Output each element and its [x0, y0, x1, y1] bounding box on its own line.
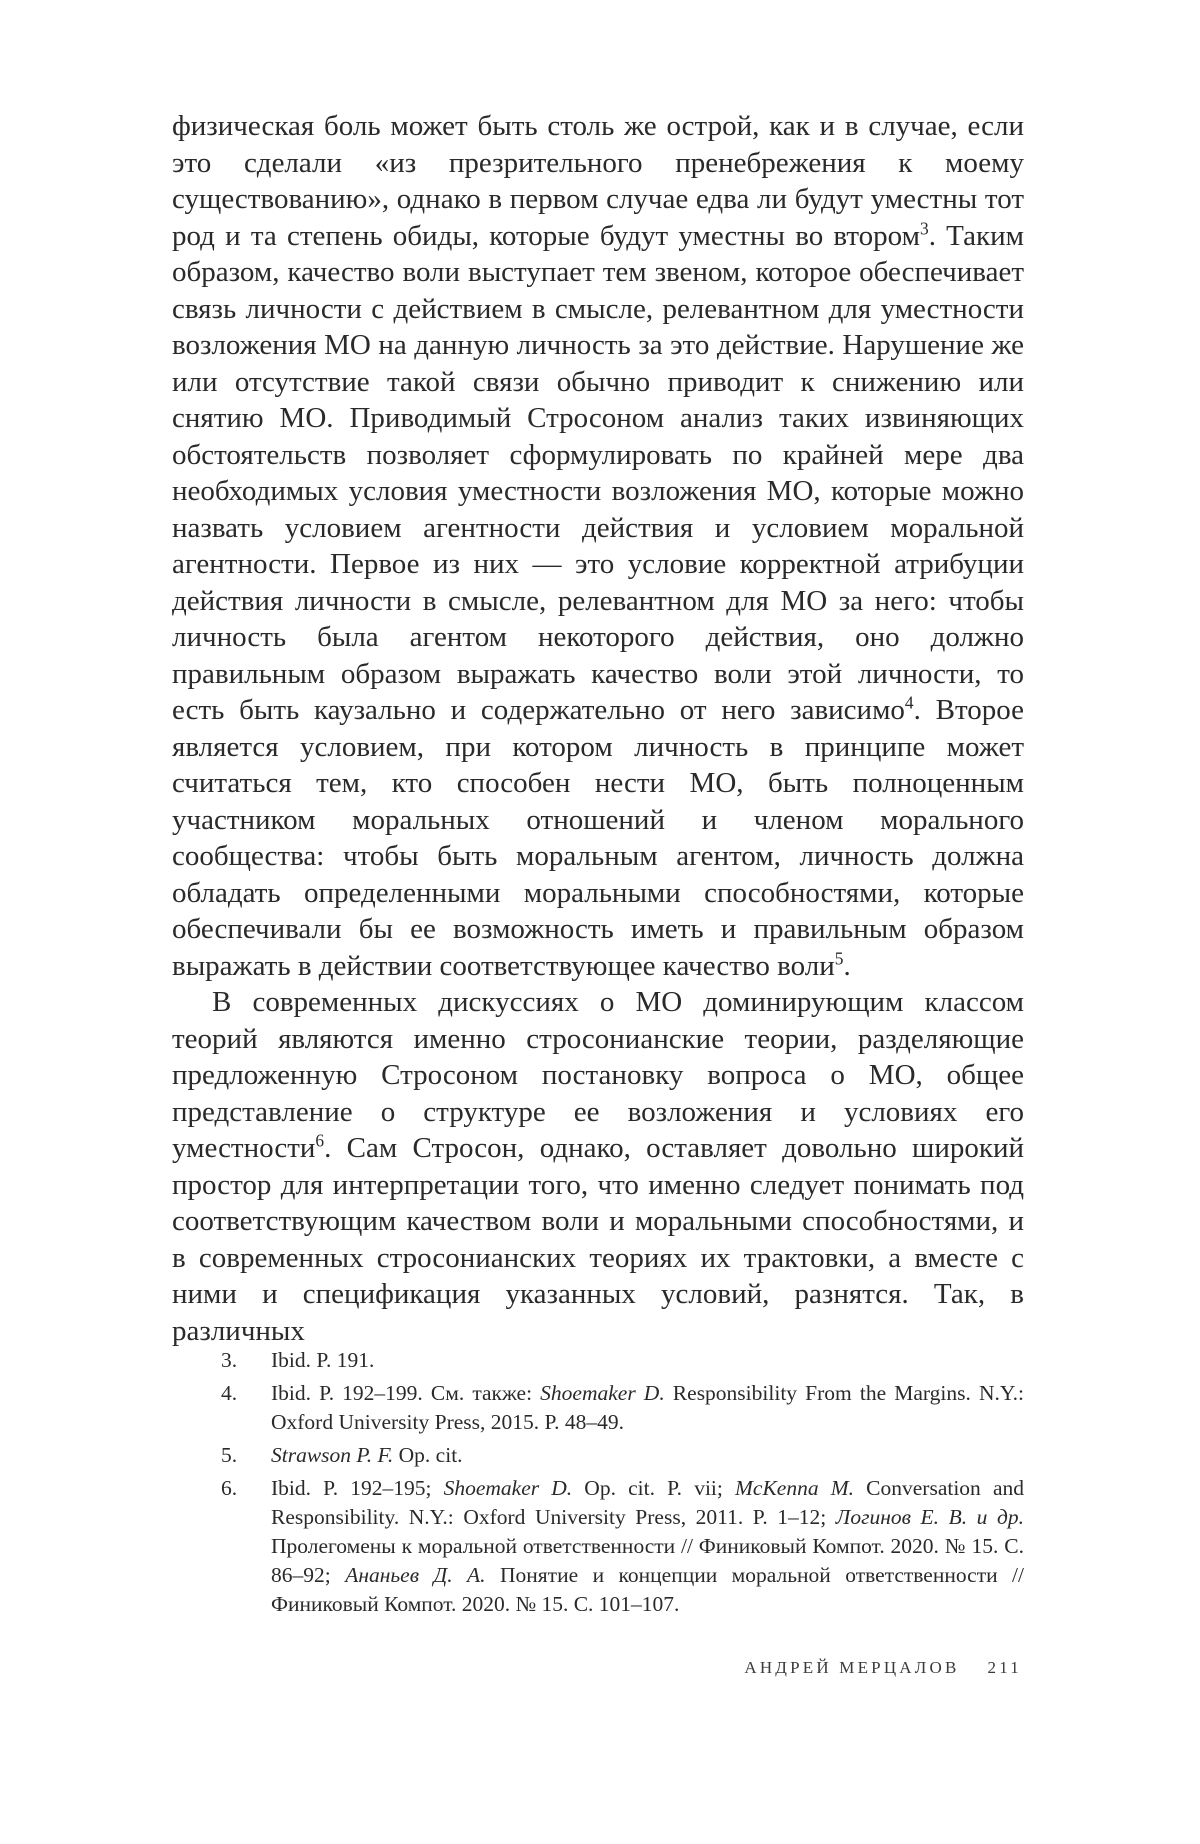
paragraph-1-part-d: . [843, 949, 851, 982]
footnote-6-text-2: Op. cit. P. vii; [572, 1476, 735, 1500]
footnote-6-author-1: Shoemaker D. [443, 1476, 573, 1500]
paragraph-1-part-b: . Таким образом, качество воли выступает тем звеном, которое обеспечивает связь личности с действием в смысле, релевантном для уместности возложения МО на данную личность за это действие. Нарушение же или отсутствие такой связи обычно приводит к снижению или снятию МО. Приводимый Стросоном анализ таких извиняющих обстоятельств позволяет сформулировать по крайней мере два необходимых условия уместности возложения МО, которые можно назвать условием агентности действия и условием моральной агентности. Первое из них — это условие корректной атрибуции действия личности в смысле, релевантном для МО за него: чтобы личность была агентом некоторого действия, оно должно правильным образом выражать качество воли этой личности, то есть быть каузально и содержательно от него зависимо [172, 219, 1024, 726]
footnote-ref-3[interactable]: 3 [919, 217, 929, 238]
footnote-text [271, 1379, 1024, 1437]
running-footer [744, 1658, 1022, 1678]
paragraph-2-part-a: В современных дискуссиях о МО доминирующим классом теорий являются именно стросонианские теории, разделяющие предложенную Стросоном постановку вопроса о МО, общее представление о структуре ее возложения и условиях его уместности [172, 986, 1024, 1164]
footnote-6 [172, 1474, 1024, 1619]
footnote-ref-5[interactable]: 5 [834, 947, 844, 968]
paragraph-2-part-b: . Сам Стросон, однако, оставляет довольно широкий простор для интерпретации того, что именно следует понимать под соответствующим качеством воли и моральными способностями, и в современных стросонианских теориях их трактовки, а вместе с ними и спецификация указанных условий, разнятся. Так, в различных [172, 1132, 1024, 1347]
footnote-4-author-1: Shoemaker D. [540, 1381, 665, 1405]
page-number: 211 [987, 1658, 1022, 1677]
main-text [172, 108, 1024, 1349]
footnote-5-author-1: Strawson P. F. [271, 1443, 394, 1467]
paragraph-2 [172, 984, 1024, 1349]
footnote-number: 3. [221, 1348, 238, 1372]
footnote-3 [172, 1346, 1024, 1375]
footnote-number: 6. [221, 1476, 238, 1500]
footnote-4-text-1: Ibid. P. 192–199. См. также: [271, 1381, 541, 1405]
footnote-text [271, 1346, 1024, 1375]
footnote-text [271, 1441, 1024, 1470]
footnote-ref-6[interactable]: 6 [315, 1130, 325, 1151]
footnote-6-text-4: Пролегомены к моральной ответственности // Финиковый Компот. 2020. № 15. С. 86–92; [271, 1534, 1024, 1587]
footnotes [172, 1346, 1024, 1623]
paragraph-1-part-c: . Второе является условием, при котором личность в принципе может считаться тем, кто способен нести МО, быть полноценным участником моральных отношений и членом морального сообщества: чтобы быть моральным агентом, личность должна обладать определенными моральными способностями, которые обеспечивали бы ее возможность иметь и правильным образом выражать в действии соответствующее качество воли [172, 694, 1024, 982]
footnote-3-text: Ibid. P. 191. [271, 1348, 375, 1372]
footnote-6-author-3: Логинов Е. В. и др. [835, 1505, 1024, 1529]
footnote-6-author-4: Ананьев Д. А. [345, 1563, 486, 1587]
footnote-text [271, 1474, 1024, 1619]
footnote-4 [172, 1379, 1024, 1437]
footnote-5-text-1: Op. cit. [393, 1443, 463, 1467]
footnote-number: 4. [221, 1381, 238, 1405]
paragraph-1-part-a: физическая боль может быть столь же острой, как и в случае, если это сделали «из презрительного пренебрежения к моему существованию», однако в первом случае едва ли будут уместны тот род и та степень обиды, которые будут уместны во втором [172, 110, 1024, 252]
paragraph-1 [172, 108, 1024, 984]
footnote-6-text-3: Conversation and Responsibility. N.Y.: Oxford University Press, 2011. P. 1–12; [271, 1476, 1024, 1529]
footnote-5 [172, 1441, 1024, 1470]
footnote-6-text-5: Понятие и концепции моральной ответственности // Финиковый Компот. 2020. № 15. С. 101–107. [271, 1563, 1024, 1616]
footnote-number: 5. [221, 1443, 238, 1467]
footnote-ref-4[interactable]: 4 [904, 692, 914, 713]
footnote-6-author-2: McKenna M. [735, 1476, 855, 1500]
footnote-6-text-1: Ibid. P. 192–195; [271, 1476, 444, 1500]
running-footer-author: АНДРЕЙ МЕРЦАЛОВ [744, 1658, 960, 1677]
footnote-4-text-2: Responsibility From the Margins. N.Y.: Oxford University Press, 2015. P. 48–49. [271, 1381, 1024, 1434]
